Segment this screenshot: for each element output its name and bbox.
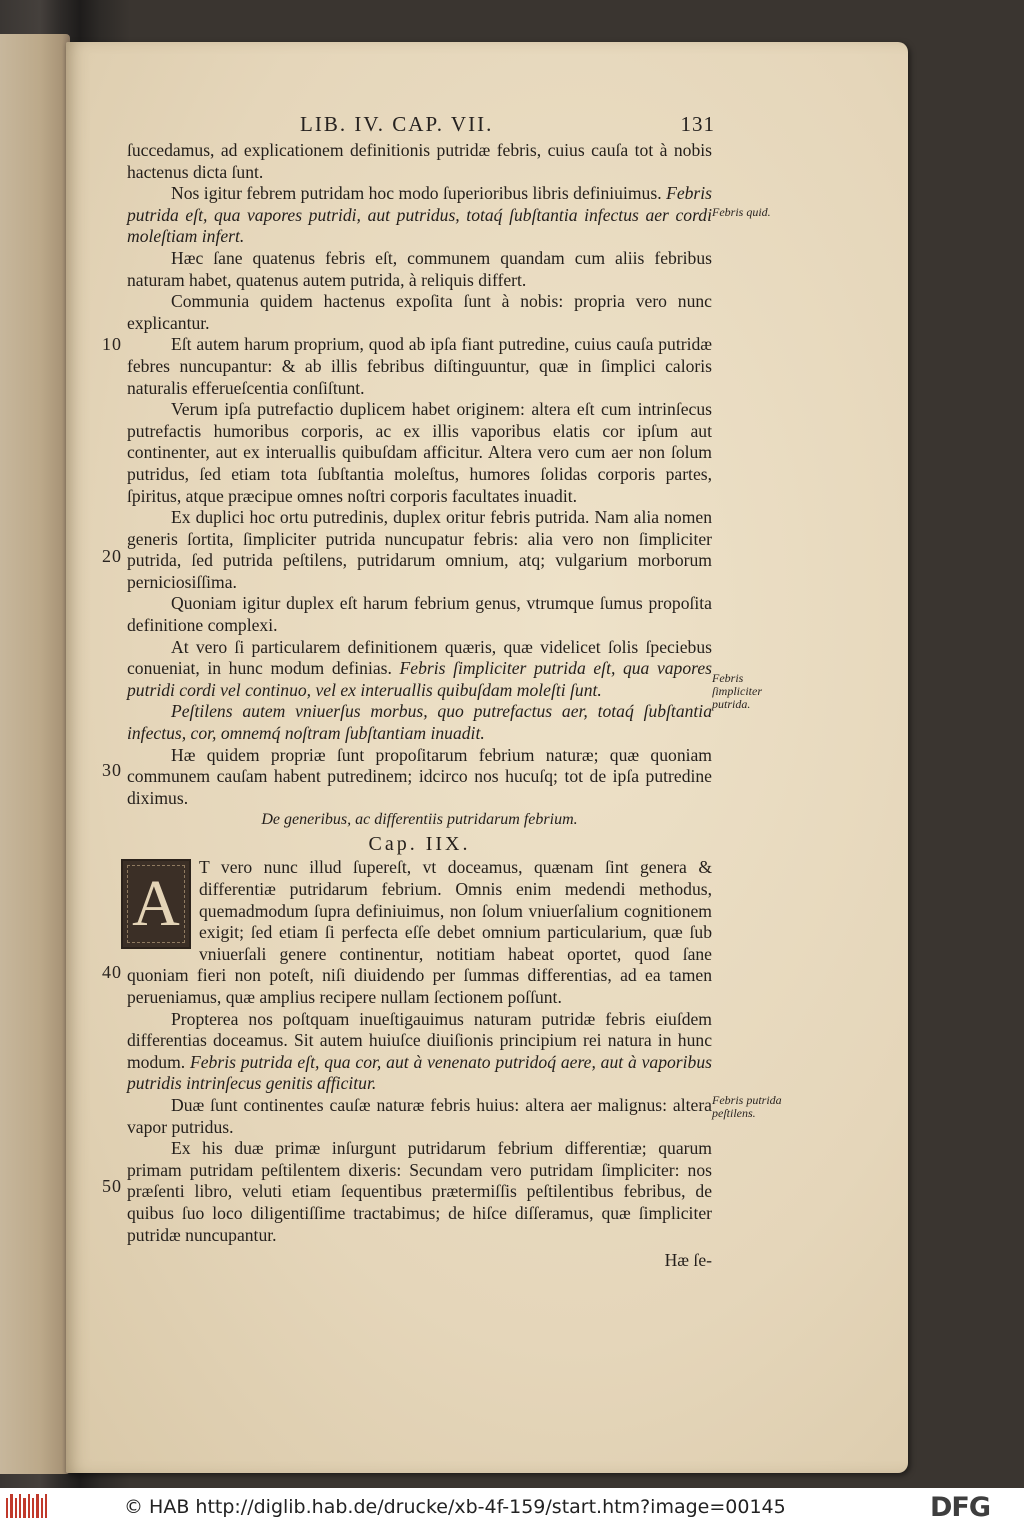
definition-italic: Febris putrida eſt, qua vapores putridi, aut putridus, totaq́ ſubſtantia infectus aer cordi moleſtiam infert. [127,183,713,247]
paragraph [127,637,712,702]
chapter-title: Cap. IIX. [368,833,471,856]
barcode-icon [4,1492,52,1522]
paragraph: Hæc ſane quatenus febris eſt, communem quandam cum aliis febribus naturam habet, quatenus autem putrida, à reliquis differt. [127,247,712,290]
definition-italic: Febris ſimpliciter putrida eſt, qua vapores putridi cordi vel continuo, vel ex interuallis quibuſdam moleſti ſunt. [127,658,712,700]
paragraph-text: Propterea nos poſtquam inueſtigauimus naturam putridæ febris eiuſdem differentias doceamus. Sit autem huiuſce diuiſionis principium rei natura in hunc modum. [127,1008,712,1072]
running-title: LIB. IV. CAP. VII. [300,112,494,136]
page-body [127,140,712,1272]
copyright-url[interactable]: © HAB http://diglib.hab.de/drucke/xb-4f-159/start.htm?image=00145 [124,1496,786,1518]
paragraph: Hæ quidem propriæ ſunt propoſitarum febrium naturæ; quæ quoniam communem cauſam habent putredinem; idcirco nos hucuſq; tot de ipſa putredine diximus. [127,744,712,808]
paragraph: Verum ipſa putrefactio duplicem habet originem: altera eſt cum intrinſecus putrefactis humoribus corporis, ac ex illis vaporibus elatis cor ipſum aut continenter, aut ex interuallis quibuſdam afficitur. Altera vero cum aer non ſolum putridus, ſed etiam tota ſubſtantia moleſtus, humores ſolidas corporis partes, ſpiritus, atque præcipue omnes noſtri corporis facultates inuadit. [127,399,712,506]
line-number: 50 [102,1176,122,1196]
definition-italic: Febris putrida eſt, qua cor, aut à venenato putridoq́ aere, aut à vaporibus putridis intrinſecus genitis afficitur. [127,1051,712,1094]
line-number: 30 [102,760,122,780]
paragraph-italic: Peſtilens autem vniuerſus morbus, quo putrefactus aer, totaq́ ſubſtantia infectus, cor, omnemq́ noſtram ſubſtantiam inuadit. [127,701,712,744]
decorated-initial: A [121,859,191,949]
paragraph: Quoniam igitur duplex eſt harum febrium genus, vtrumque ſumus propoſita definitione complexi. [127,593,712,636]
dfg-logo: DFG [930,1492,991,1523]
paragraph: Communia quidem hactenus expoſita ſunt à nobis: propria vero nunc explicantur. [127,291,712,333]
folio-number: 131 [680,112,715,136]
paragraph-text: Nos igitur febrem putridam hoc modo ſuperioribus libris definiuimus. [171,183,662,204]
paragraph: Ex his duæ primæ inſurgunt putridarum febrium differentiæ; quarum primam putridam peſtilentem dixeris: Secundam vero putridam ſimpliciter: nos præſenti libro, veluti etiam ſequentibus prætermiſſis peſtilentibus febribus, de quibus ſuo loco diligentiſſime tractabimus; de hiſce diſſeramus, quæ ſimpliciter putridæ nuncupantur. [127,1138,712,1245]
paragraph: T vero nunc illud ſupereſt, vt doceamus, quænam ſint genera & differentiæ putridarum febrium. Omnis enim medendi methodus, quemadmodum ſupra definiuimus, non ſolum vniuerſalium cognitionem exigit; ſed etiam ſi perfecta eſſe debet omnium particularium, quæ ſub vniuerſali genere continentur, notitiam habeat oportet, quod ſane quoniam fieri non poteſt, niſi diuidendo per ſummas differentias, ad ea tamen perueniamus, quæ amplius recipere nullam ſectionem poſſunt. [127,857,712,1007]
line-number: 10 [102,334,122,354]
paragraph: Ex duplici hoc ortu putredinis, duplex oritur febris putrida. Nam alia nomen generis ſortita, ſimpliciter putrida nuncupatur febris: alia vero non ſimpliciter putrida, ſed putrida peſtilens, putridarum omnium, atq; vulgarium morborum perniciosiſſima. [127,507,712,592]
paragraph: Duæ ſunt continentes cauſæ naturæ febris huius: altera aer malignus: altera vapor putridus. [127,1094,712,1137]
line-number: 20 [102,546,122,566]
paragraph-text: At vero ſi particularem definitionem quæris, quæ videlicet ſolis ſpeciebus conueniat, in hunc modum definias. [127,636,712,679]
previous-page-edge [0,34,70,1474]
paragraph: ſuccedamus, ad explicationem definitionis putridæ febris, cuius cauſa tot à nobis hactenus dicta ſunt. [127,140,712,182]
page-header [300,112,715,142]
section-heading: De generibus, ac differentiis putridarum febrium. [261,811,578,829]
paragraph [127,1009,712,1095]
line-number: 40 [102,962,122,982]
paragraph [127,183,712,248]
catchword: Hæ ſe- [664,1250,712,1271]
paragraph: Eſt autem harum proprium, quod ab ipſa fiant putredine, cuius cauſa putridæ febres nuncupantur: & ab illis febribus diſtinguuntur, quæ in ſimplici caloris naturalis efferueſcentia conſiſtunt. [127,334,712,398]
margin-note: Febris quid. [712,205,771,219]
margin-note: Febris ſimpliciter putrida. [712,671,762,711]
margin-note: Febris putrida peſtilens. [712,1093,782,1120]
chapter-opening [127,857,712,1008]
